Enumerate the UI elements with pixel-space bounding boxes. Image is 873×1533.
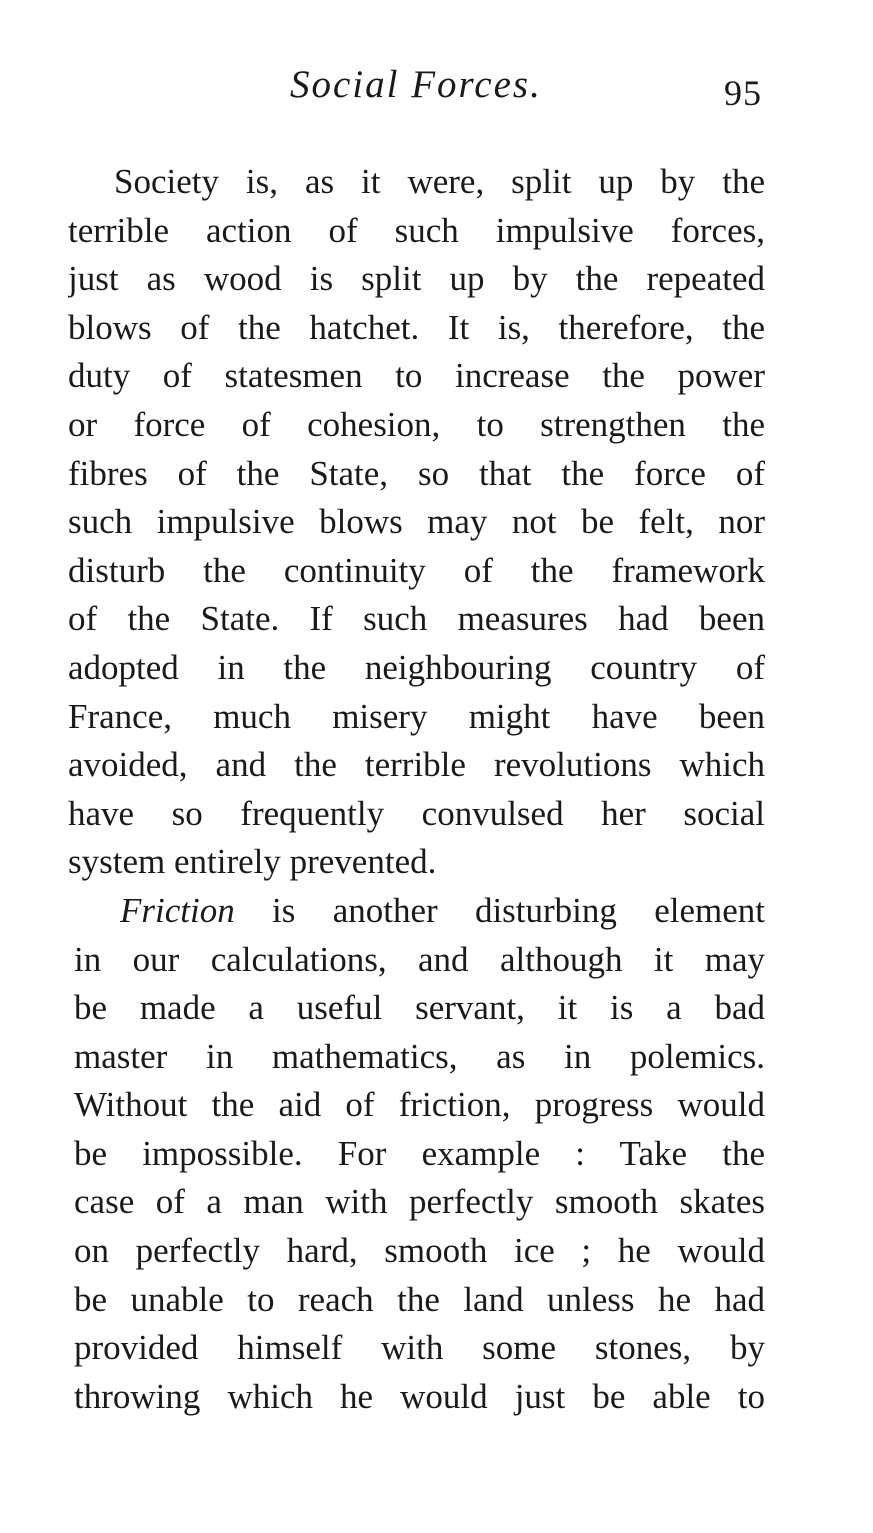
body-text <box>68 158 765 1421</box>
text-line: Society is, as it were, split up by the <box>114 162 765 201</box>
text-line: on perfectly hard, smooth ice ; he would <box>74 1231 765 1271</box>
text-line: throwing which he would just be able to <box>74 1376 765 1416</box>
text-line: of the State. If such measures had been <box>68 599 765 639</box>
text-line: be unable to reach the land unless he had <box>74 1279 765 1319</box>
text-line: fibres of the State, so that the force of <box>68 453 765 493</box>
paragraph-2 <box>68 887 765 1422</box>
text-line: or force of cohesion, to strengthen the <box>68 404 765 444</box>
text-line <box>74 887 765 936</box>
text-line: adopted in the neighbouring country of <box>68 647 765 687</box>
page-number: 95 <box>724 73 762 113</box>
text-fragment: is another disturbing element <box>234 890 765 930</box>
text-line: system entirely prevented. <box>68 842 437 882</box>
italic-term: Friction <box>120 890 235 930</box>
text-line: terrible action of such impulsive forces, <box>68 210 765 250</box>
text-line: such impulsive blows may not be felt, nor <box>68 502 765 542</box>
running-title: Social Forces. <box>290 63 542 106</box>
text-line: blows of the hatchet. It is, therefore, the <box>68 307 765 347</box>
text-line: have so frequently convulsed her social <box>68 793 765 833</box>
text-line: duty of statesmen to increase the power <box>68 356 765 396</box>
text-line: just as wood is split up by the repeated <box>68 259 765 299</box>
running-head <box>66 62 766 112</box>
text-line: disturb the continuity of the framework <box>68 550 765 590</box>
text-line: Without the aid of friction, progress would <box>74 1085 765 1125</box>
text-line: provided himself with some stones, by <box>74 1328 765 1368</box>
text-line: master in mathematics, as in polemics. <box>74 1036 765 1076</box>
text-line: be impossible. For example : Take the <box>74 1133 765 1173</box>
text-line: avoided, and the terrible revolutions which <box>68 745 765 785</box>
text-line: in our calculations, and although it may <box>74 939 765 979</box>
text-line: case of a man with perfectly smooth skates <box>74 1182 765 1222</box>
text-line: be made a useful servant, it is a bad <box>74 988 765 1028</box>
paragraph-1 <box>68 158 765 887</box>
text-line: France, much misery might have been <box>68 696 765 736</box>
